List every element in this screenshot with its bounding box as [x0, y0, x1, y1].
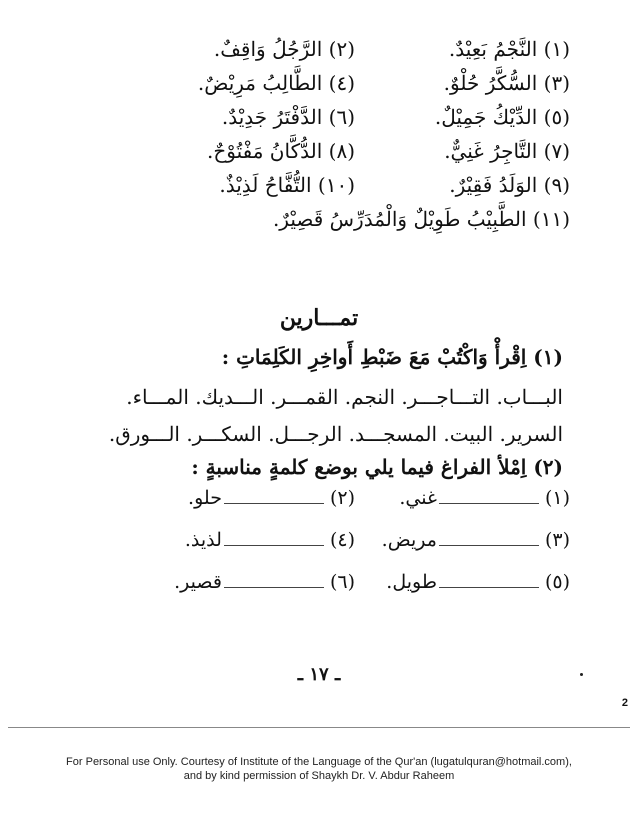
- footer-line-2: and by kind permission of Shaykh Dr. V. Abdur Raheem: [183, 770, 455, 782]
- fill-item-3: (٣) مريض.: [381, 529, 570, 551]
- sentence-7: (٧) التَّاجِرُ غَنِيٌّ.: [444, 139, 570, 163]
- sentence-11: (١١) الطَّبِيْبُ طَوِيْلٌ وَالْمُدَرِّسُ قَصِيْرٌ.: [272, 207, 570, 231]
- blank-line: [224, 531, 324, 546]
- sentence-9: (٩) الوَلَدُ فَقِيْرٌ.: [449, 173, 570, 197]
- sentence-2: (٢) الرَّجُلُ وَاقِفٌ.: [213, 37, 355, 61]
- blank-line: [439, 531, 539, 546]
- exercise-1-instruction: (١) اِقْرأْ وَاكْتُبْ مَعَ ضَبْطِ أَواخِرِ الكَلِمَاتِ :: [221, 345, 563, 369]
- sentence-1: (١) النَّجْمُ بَعِيْدٌ.: [448, 37, 570, 61]
- fill-item-5: (٥) طويل.: [386, 571, 570, 593]
- exercise-1-words-line-1: البـــاب. التـــاجـــر. النجم. القمـــر. الـــديك. المـــاء.: [126, 385, 563, 409]
- sentence-8: (٨) الدُّكَّانُ مَفْتُوْحٌ.: [206, 139, 355, 163]
- sentence-4: (٤) الطَّالِبُ مَرِيْضٌ.: [197, 71, 355, 95]
- scan-page-number: 2: [621, 697, 628, 709]
- footer-line-1: For Personal use Only. Courtesy of Institute of the Language of the Qur'an (lugatulquran@hotmail.com),: [66, 756, 572, 768]
- blank-line: [224, 573, 324, 588]
- fill-item-2: (٢) حلو.: [188, 487, 355, 509]
- blank-line: [439, 573, 539, 588]
- fill-in-blank-list: [150, 484, 570, 596]
- fill-item-6: (٦) قصير.: [174, 571, 355, 593]
- exercises-heading: تمـــارين: [279, 305, 359, 331]
- footer-divider: [8, 727, 630, 728]
- blank-line: [439, 489, 539, 504]
- exercise-2-instruction: (٢) اِمْلأ الفراغ فيما يلي بوضع كلمةٍ مناسبةٍ :: [191, 455, 563, 479]
- fill-item-1: (١) غني.: [399, 487, 570, 509]
- sentence-3: (٣) السُّكَّرُ حُلْوٌ.: [443, 71, 570, 95]
- page-number: ـ ١٧ ـ: [297, 664, 341, 685]
- sentence-5: (٥) الدِّيْكُ جَمِيْلٌ.: [434, 105, 570, 129]
- scan-dot: [580, 673, 583, 676]
- fill-item-4: (٤) لذيذ.: [184, 529, 355, 551]
- footer-credit: [20, 755, 618, 783]
- blank-line: [224, 489, 324, 504]
- sentence-10: (١٠) التُّفَّاحُ لَذِيْذٌ.: [219, 173, 355, 197]
- exercise-1-words-line-2: السرير. البيت. المسجـــد. الرجـــل. السكـــر. الـــورق.: [108, 422, 563, 446]
- sentence-6: (٦) الدَّفْتَرُ جَدِيْدٌ.: [221, 105, 355, 129]
- sentence-list: [150, 34, 570, 234]
